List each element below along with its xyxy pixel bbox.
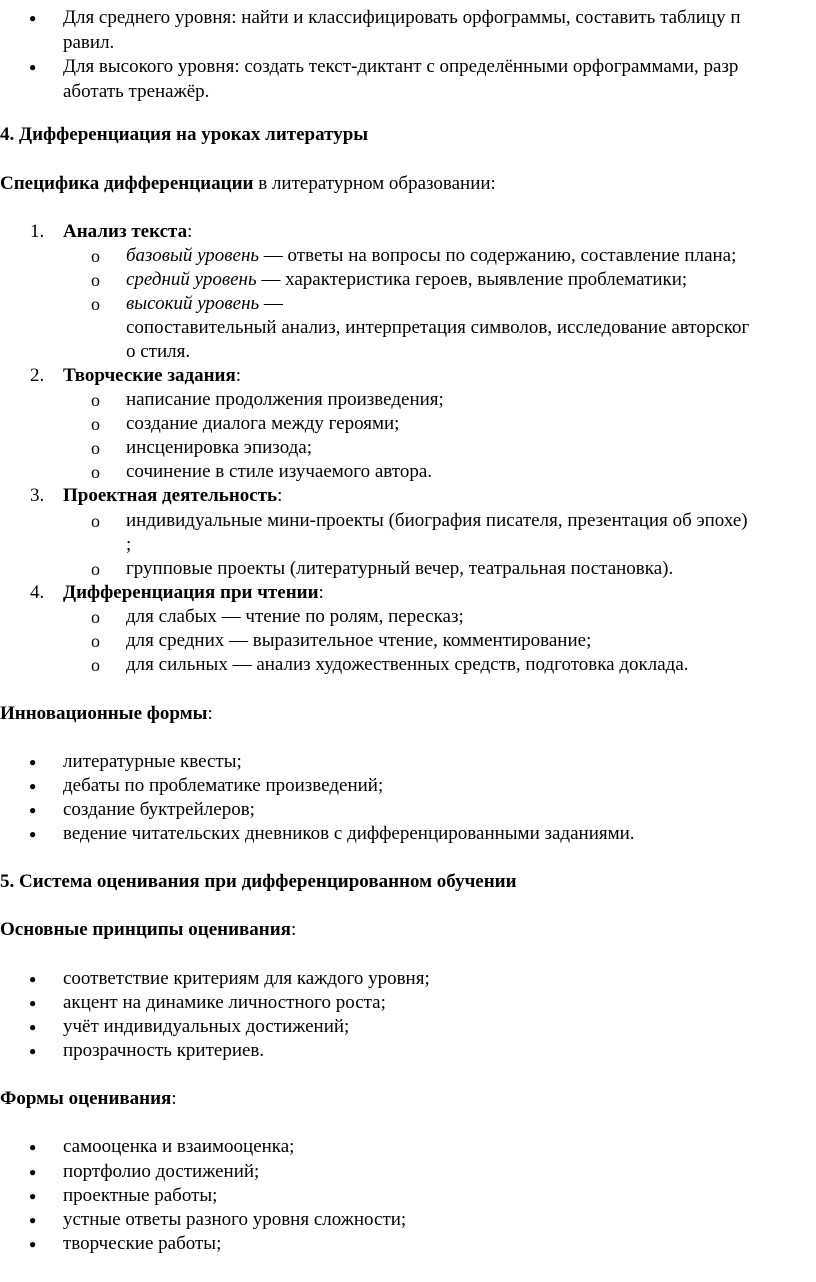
list-item: ● самооценка и взаимооценка; bbox=[29, 1136, 295, 1157]
item-title: Творческие задания bbox=[63, 365, 236, 386]
level-label: базовый уровень bbox=[126, 245, 260, 266]
numbered-item: 1. Анализ текста: bbox=[30, 221, 193, 242]
bullet-icon: ● bbox=[29, 1165, 37, 1179]
numbered-item: 4. Дифференциация при чтении: bbox=[30, 582, 324, 603]
numbered-item: 2. Творческие задания: bbox=[30, 365, 242, 386]
bullet-icon: ● bbox=[29, 827, 37, 841]
list-item: ● литературные квесты; bbox=[29, 751, 242, 772]
bullet-icon: ● bbox=[29, 11, 37, 25]
sub-item: o для сильных — анализ художественных средств, подготовка доклада. bbox=[91, 654, 689, 675]
bullet-icon: ● bbox=[29, 755, 37, 769]
list-item bbox=[0, 55, 816, 79]
paragraph: Формы оценивания: bbox=[0, 1088, 177, 1109]
circle-bullet-icon: o bbox=[91, 294, 100, 314]
list-item-text: равил. bbox=[63, 32, 115, 53]
spec-bold: Специфика дифференциации bbox=[0, 173, 254, 194]
circle-bullet-icon: o bbox=[91, 462, 100, 482]
bullet-icon: ● bbox=[29, 1189, 37, 1203]
list-item: ● учёт индивидуальных достижений; bbox=[29, 1016, 350, 1037]
list-item: ● дебаты по проблематике произведений; bbox=[29, 775, 384, 796]
sub-item: o высокий уровень — bbox=[91, 293, 283, 314]
bullet-icon: ● bbox=[29, 972, 37, 986]
bullet-icon: ● bbox=[29, 1140, 37, 1154]
paragraph: Инновационные формы: bbox=[0, 703, 213, 724]
list-item: ● создание буктрейлеров; bbox=[29, 799, 255, 820]
list-item: ● проектные работы; bbox=[29, 1185, 218, 1206]
paragraph bbox=[0, 172, 816, 196]
circle-bullet-icon: o bbox=[91, 631, 100, 651]
list-item: ● соответствие критериям для каждого уровня; bbox=[29, 968, 430, 989]
sub-item: o сочинение в стиле изучаемого автора. bbox=[91, 461, 433, 482]
list-item: ● акцент на динамике личностного роста; bbox=[29, 992, 386, 1013]
sub-item: o написание продолжения произведения; bbox=[91, 389, 444, 410]
bullet-icon: ● bbox=[29, 1237, 37, 1251]
circle-bullet-icon: o bbox=[91, 655, 100, 675]
forms-bold: Формы оценивания bbox=[0, 1088, 172, 1109]
bullet-icon: ● bbox=[29, 779, 37, 793]
list-item-text: Для среднего уровня: найти и классифицировать орфограммы, составить таблицу п bbox=[63, 7, 741, 28]
list-item: ● портфолио достижений; bbox=[29, 1161, 260, 1182]
item-number: 4. bbox=[30, 582, 45, 603]
sub-item: o для слабых — чтение по ролям, пересказ; bbox=[91, 606, 464, 627]
item-number: 1. bbox=[30, 221, 45, 242]
bullet-icon: ● bbox=[29, 996, 37, 1010]
circle-bullet-icon: o bbox=[91, 438, 100, 458]
sub-item: o инсценировка эпизода; bbox=[91, 437, 313, 458]
sub-item: o базовый уровень — ответы на вопросы по содержанию, составление плана; bbox=[91, 245, 737, 266]
spec-rest: в литературном образовании: bbox=[253, 173, 496, 194]
circle-bullet-icon: o bbox=[91, 270, 100, 290]
item-number: 2. bbox=[30, 365, 45, 386]
sub-item: o групповые проекты (литературный вечер, театральная постановка). bbox=[91, 558, 674, 579]
bullet-icon: ● bbox=[29, 1020, 37, 1034]
list-item: ● устные ответы разного уровня сложности; bbox=[29, 1209, 407, 1230]
section-heading-text: 5. Система оценивания при дифференцированном обучении bbox=[0, 871, 517, 892]
principles-bold: Основные принципы оценивания bbox=[0, 919, 291, 940]
list-item-text: Для высокого уровня: создать текст-диктант с определёнными орфограммами, разр bbox=[63, 56, 739, 77]
circle-bullet-icon: o bbox=[91, 414, 100, 434]
innov-bold: Инновационные формы bbox=[0, 703, 208, 724]
list-item: ● прозрачность критериев. bbox=[29, 1040, 265, 1061]
list-item-continuation bbox=[0, 80, 816, 104]
circle-bullet-icon: o bbox=[91, 390, 100, 410]
list-item-continuation bbox=[0, 31, 816, 55]
item-title: Проектная деятельность bbox=[63, 485, 278, 506]
circle-bullet-icon: o bbox=[91, 511, 100, 531]
list-item bbox=[0, 6, 816, 30]
list-item-text: аботать тренажёр. bbox=[63, 81, 210, 102]
circle-bullet-icon: o bbox=[91, 246, 100, 266]
item-title: Анализ текста bbox=[63, 221, 188, 242]
numbered-item: 3. Проектная деятельность: bbox=[30, 485, 283, 506]
bullet-icon: ● bbox=[29, 1213, 37, 1227]
sub-item: o средний уровень — характеристика героев, выявление проблематики; bbox=[91, 269, 688, 290]
sub-item: o создание диалога между героями; bbox=[91, 413, 400, 434]
sub-item-continuation: ; bbox=[126, 534, 132, 555]
sub-item-continuation: о стиля. bbox=[126, 341, 191, 362]
bullet-icon: ● bbox=[29, 60, 37, 74]
bullet-icon: ● bbox=[29, 803, 37, 817]
level-label: средний уровень bbox=[126, 269, 257, 290]
list-item: ● творческие работы; bbox=[29, 1233, 222, 1254]
item-number: 3. bbox=[30, 485, 45, 506]
section-heading bbox=[0, 123, 816, 147]
level-label: высокий уровень bbox=[126, 293, 260, 314]
section-heading bbox=[0, 870, 816, 894]
sub-item: o для средних — выразительное чтение, комментирование; bbox=[91, 630, 592, 651]
item-title: Дифференциация при чтении bbox=[63, 582, 319, 603]
paragraph: Основные принципы оценивания: bbox=[0, 919, 297, 940]
circle-bullet-icon: o bbox=[91, 607, 100, 627]
sub-item-continuation: сопоставительный анализ, интерпретация символов, исследование авторског bbox=[126, 317, 750, 338]
list-item: ● ведение читательских дневников с дифференцированными заданиями. bbox=[29, 823, 635, 844]
section-heading-text: 4. Дифференциация на уроках литературы bbox=[0, 124, 369, 145]
circle-bullet-icon: o bbox=[91, 559, 100, 579]
sub-item: o индивидуальные мини-проекты (биография писателя, презентация об эпохе) bbox=[91, 510, 748, 531]
bullet-icon: ● bbox=[29, 1044, 37, 1058]
